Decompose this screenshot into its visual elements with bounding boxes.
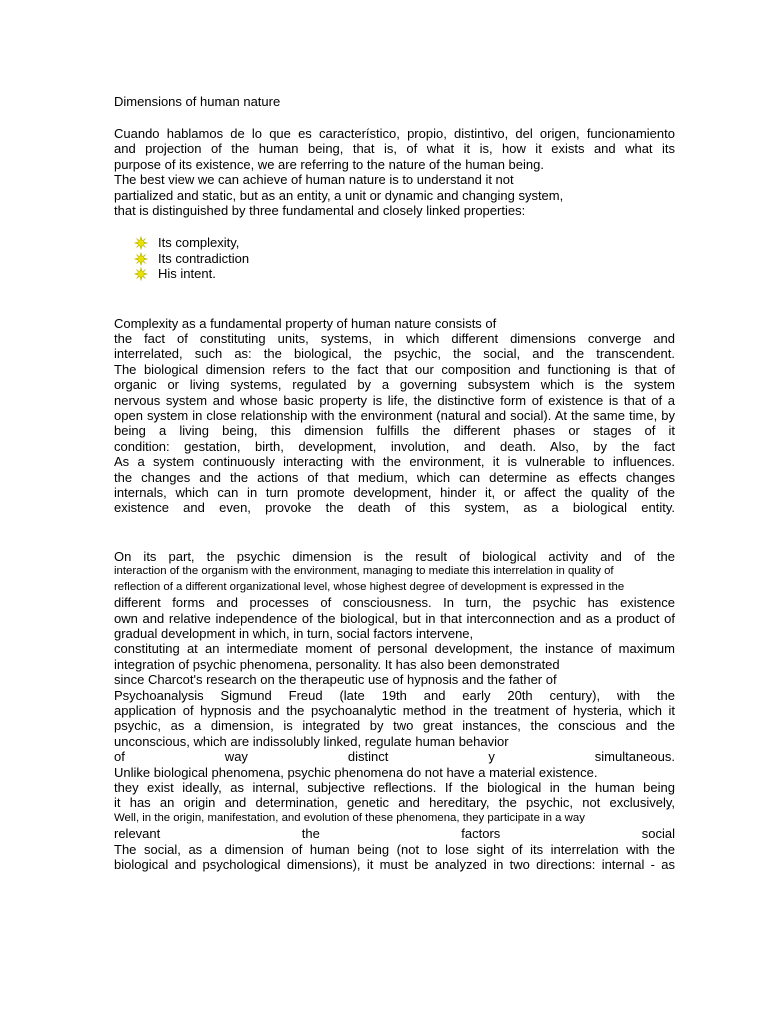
paragraph-line: gradual development in which, in turn, social factors intervene,	[114, 625, 474, 641]
paragraph-line: nervous system and whose basic property is life, the distinctive form of existence is that of a	[114, 392, 675, 408]
paragraph-line: partialized and static, but as an entity, a unit or dynamic and changing system,	[114, 187, 564, 203]
paragraph-line: the changes and the actions of that medium, which can determine as effects changes	[114, 469, 675, 485]
psychic-paragraph	[114, 549, 675, 873]
property-list	[134, 235, 675, 281]
list-item-text: Its contradiction	[158, 250, 250, 266]
paragraph-line: that is distinguished by three fundamental and closely linked properties:	[114, 203, 526, 219]
paragraph-line: being a living being, this dimension fulfills the different phases or stages of it	[114, 423, 675, 439]
paragraph-line: reflection of a different organizational level, whose highest degree of development is expressed in the	[114, 580, 625, 593]
paragraph-line: existence and even, provoke the death of this system, as a biological entity.	[114, 500, 675, 516]
paragraph-line: relevant the factors social	[114, 826, 675, 842]
paragraph-line: since Charcot's research on the therapeutic use of hypnosis and the father of	[114, 672, 557, 688]
paragraph-line: the fact of constituting units, systems, in which different dimensions converge and	[114, 331, 675, 347]
paragraph-line: different forms and processes of consciousness. In turn, the psychic has existence	[114, 595, 675, 611]
paragraph-line: condition: gestation, birth, development, involution, and death. Also, by the fact	[114, 438, 675, 454]
paragraph-line: own and relative independence of the biological, but in that interconnection and as a product of	[114, 610, 675, 626]
paragraph-line: psychic, as a dimension, is integrated by two great instances, the conscious and the	[114, 718, 675, 734]
paragraph-line: Well, in the origin, manifestation, and evolution of these phenomena, they participate in a way	[114, 811, 585, 824]
list-item-text: His intent.	[158, 266, 216, 282]
paragraph-line: open system in close relationship with the environment (natural and social). At the same time, by	[114, 408, 675, 424]
paragraph-line: biological and psychological dimensions), it must be analyzed in two directions: internal - as	[114, 857, 675, 873]
list-item	[134, 235, 675, 250]
paragraph-line: The best view we can achieve of human nature is to understand it not	[114, 172, 514, 188]
paragraph-line: they exist ideally, as internal, subjective reflections. If the biological in the human being	[114, 779, 675, 795]
paragraph-line: it has an origin and determination, genetic and hereditary, the psychic, not exclusively,	[114, 795, 675, 811]
document-title: Dimensions of human nature	[114, 94, 281, 109]
paragraph-line: The social, as a dimension of human being (not to lose sight of its interrelation with the	[114, 841, 675, 857]
paragraph-line: unconscious, which are indissolubly linked, regulate human behavior	[114, 733, 509, 749]
paragraph-line: application of hypnosis and the psychoanalytic method in the treatment of hysteria, which it	[114, 702, 675, 718]
paragraph-line: Complexity as a fundamental property of human nature consists of	[114, 315, 497, 331]
paragraph-line: of way distinct y simultaneous.	[114, 749, 675, 765]
paragraph-line: purpose of its existence, we are referring to the nature of the human being.	[114, 156, 544, 172]
paragraph-line: On its part, the psychic dimension is the result of biological activity and of the	[114, 548, 675, 564]
paragraph-line: interaction of the organism with the environment, managing to mediate this interrelation in quality of	[114, 565, 614, 578]
paragraph-line: Unlike biological phenomena, psychic phenomena do not have a material existence.	[114, 764, 598, 780]
paragraph-line: internals, which can in turn promote development, hinder it, or affect the quality of the	[114, 485, 675, 501]
paragraph-line: and projection of the human being, that is, of what it is, how it exists and what its	[114, 141, 675, 157]
paragraph-line: The biological dimension refers to the fact that our composition and functioning is that of	[114, 361, 675, 377]
sun-bullet-icon	[134, 267, 148, 281]
complexity-paragraph	[114, 316, 675, 516]
list-item-text: Its complexity,	[158, 235, 240, 251]
paragraph-line: As a system continuously interacting with the environment, it is vulnerable to influences.	[114, 454, 675, 470]
sun-bullet-icon	[134, 252, 148, 266]
paragraph-line: Psychoanalysis Sigmund Freud (late 19th and early 20th century), with the	[114, 687, 675, 703]
paragraph-line: Cuando hablamos de lo que es característico, propio, distintivo, del origen, funcionamiento	[114, 126, 675, 141]
paragraph-line: organic or living systems, regulated by a governing subsystem which is the system	[114, 377, 675, 393]
paragraph-line: constituting at an intermediate moment of personal development, the instance of maximum	[114, 641, 675, 657]
paragraph-line: integration of psychic phenomena, personality. It has also been demonstrated	[114, 656, 560, 672]
list-item	[134, 251, 675, 266]
paragraph-line: interrelated, such as: the biological, the psychic, the social, and the transcendent.	[114, 346, 675, 362]
sun-bullet-icon	[134, 236, 148, 250]
document-page	[114, 94, 675, 872]
list-item	[134, 266, 675, 281]
intro-paragraph	[114, 126, 675, 218]
